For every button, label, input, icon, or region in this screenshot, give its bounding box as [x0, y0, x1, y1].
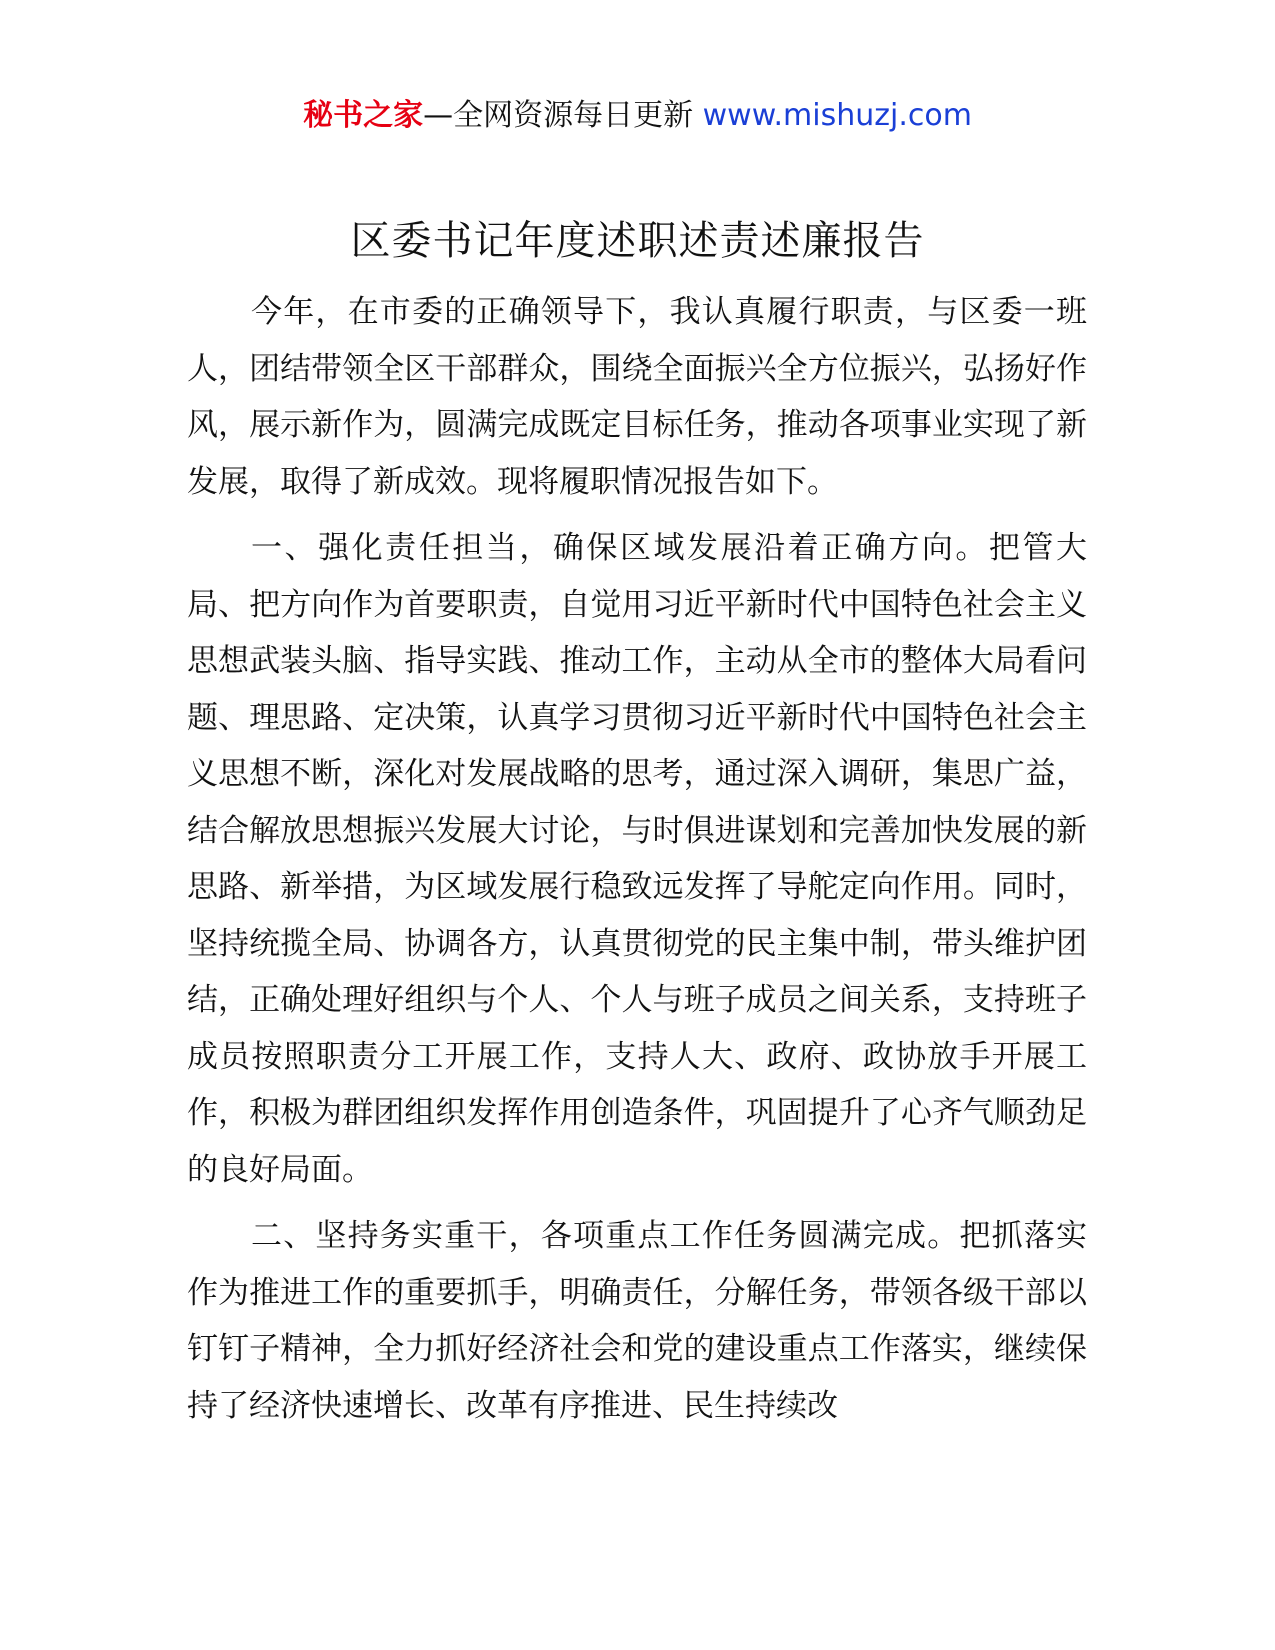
site-header	[0, 96, 1275, 136]
header-slogan: —全网资源每日更新	[423, 98, 694, 133]
paragraph-section-1: 一、强化责任担当，确保区域发展沿着正确方向。把管大局、把方向作为首要职责，自觉用习近平新时代中国特色社会主义思想武装头脑、指导实践、推动工作，主动从全市的整体大局看问题、理思路、定决策，认真学习贯彻习近平新时代中国特色社会主义思想不断，深化对发展战略的思考，通过深入调研，集思广益，结合解放思想振兴发展大讨论，与时俱进谋划和完善加快发展的新思路、新举措，为区域发展行稳致远发挥了导舵定向作用。同时，坚持统揽全局、协调各方，认真贯彻党的民主集中制，带头维护团结，正确处理好组织与个人、个人与班子成员之间关系，支持班子成员按照职责分工开展工作，支持人大、政府、政协放手开展工作，积极为群团组织发挥作用创造条件，巩固提升了心齐气顺劲足的良好局面。	[187, 530, 1087, 1188]
paragraph-intro: 今年，在市委的正确领导下，我认真履行职责，与区委一班人，团结带领全区干部群众，围绕全面振兴全方位振兴，弘扬好作风，展示新作为，圆满完成既定目标任务，推动各项事业实现了新发展，取得了新成效。现将履职情况报告如下。	[187, 294, 1087, 500]
document-title: 区委书记年度述职述责述廉报告	[350, 218, 925, 264]
paragraph-section-2: 二、坚持务实重干，各项重点工作任务圆满完成。把抓落实作为推进工作的重要抓手，明确责任，分解任务，带领各级干部以钉钉子精神，全力抓好经济社会和党的建设重点工作落实，继续保持了经济快速增长、改革有序推进、民生持续改	[187, 1218, 1087, 1424]
brand-name: 秘书之家	[303, 98, 424, 133]
site-url-link[interactable]: www.mishuzj.com	[702, 98, 972, 133]
document-body	[187, 284, 1087, 1444]
